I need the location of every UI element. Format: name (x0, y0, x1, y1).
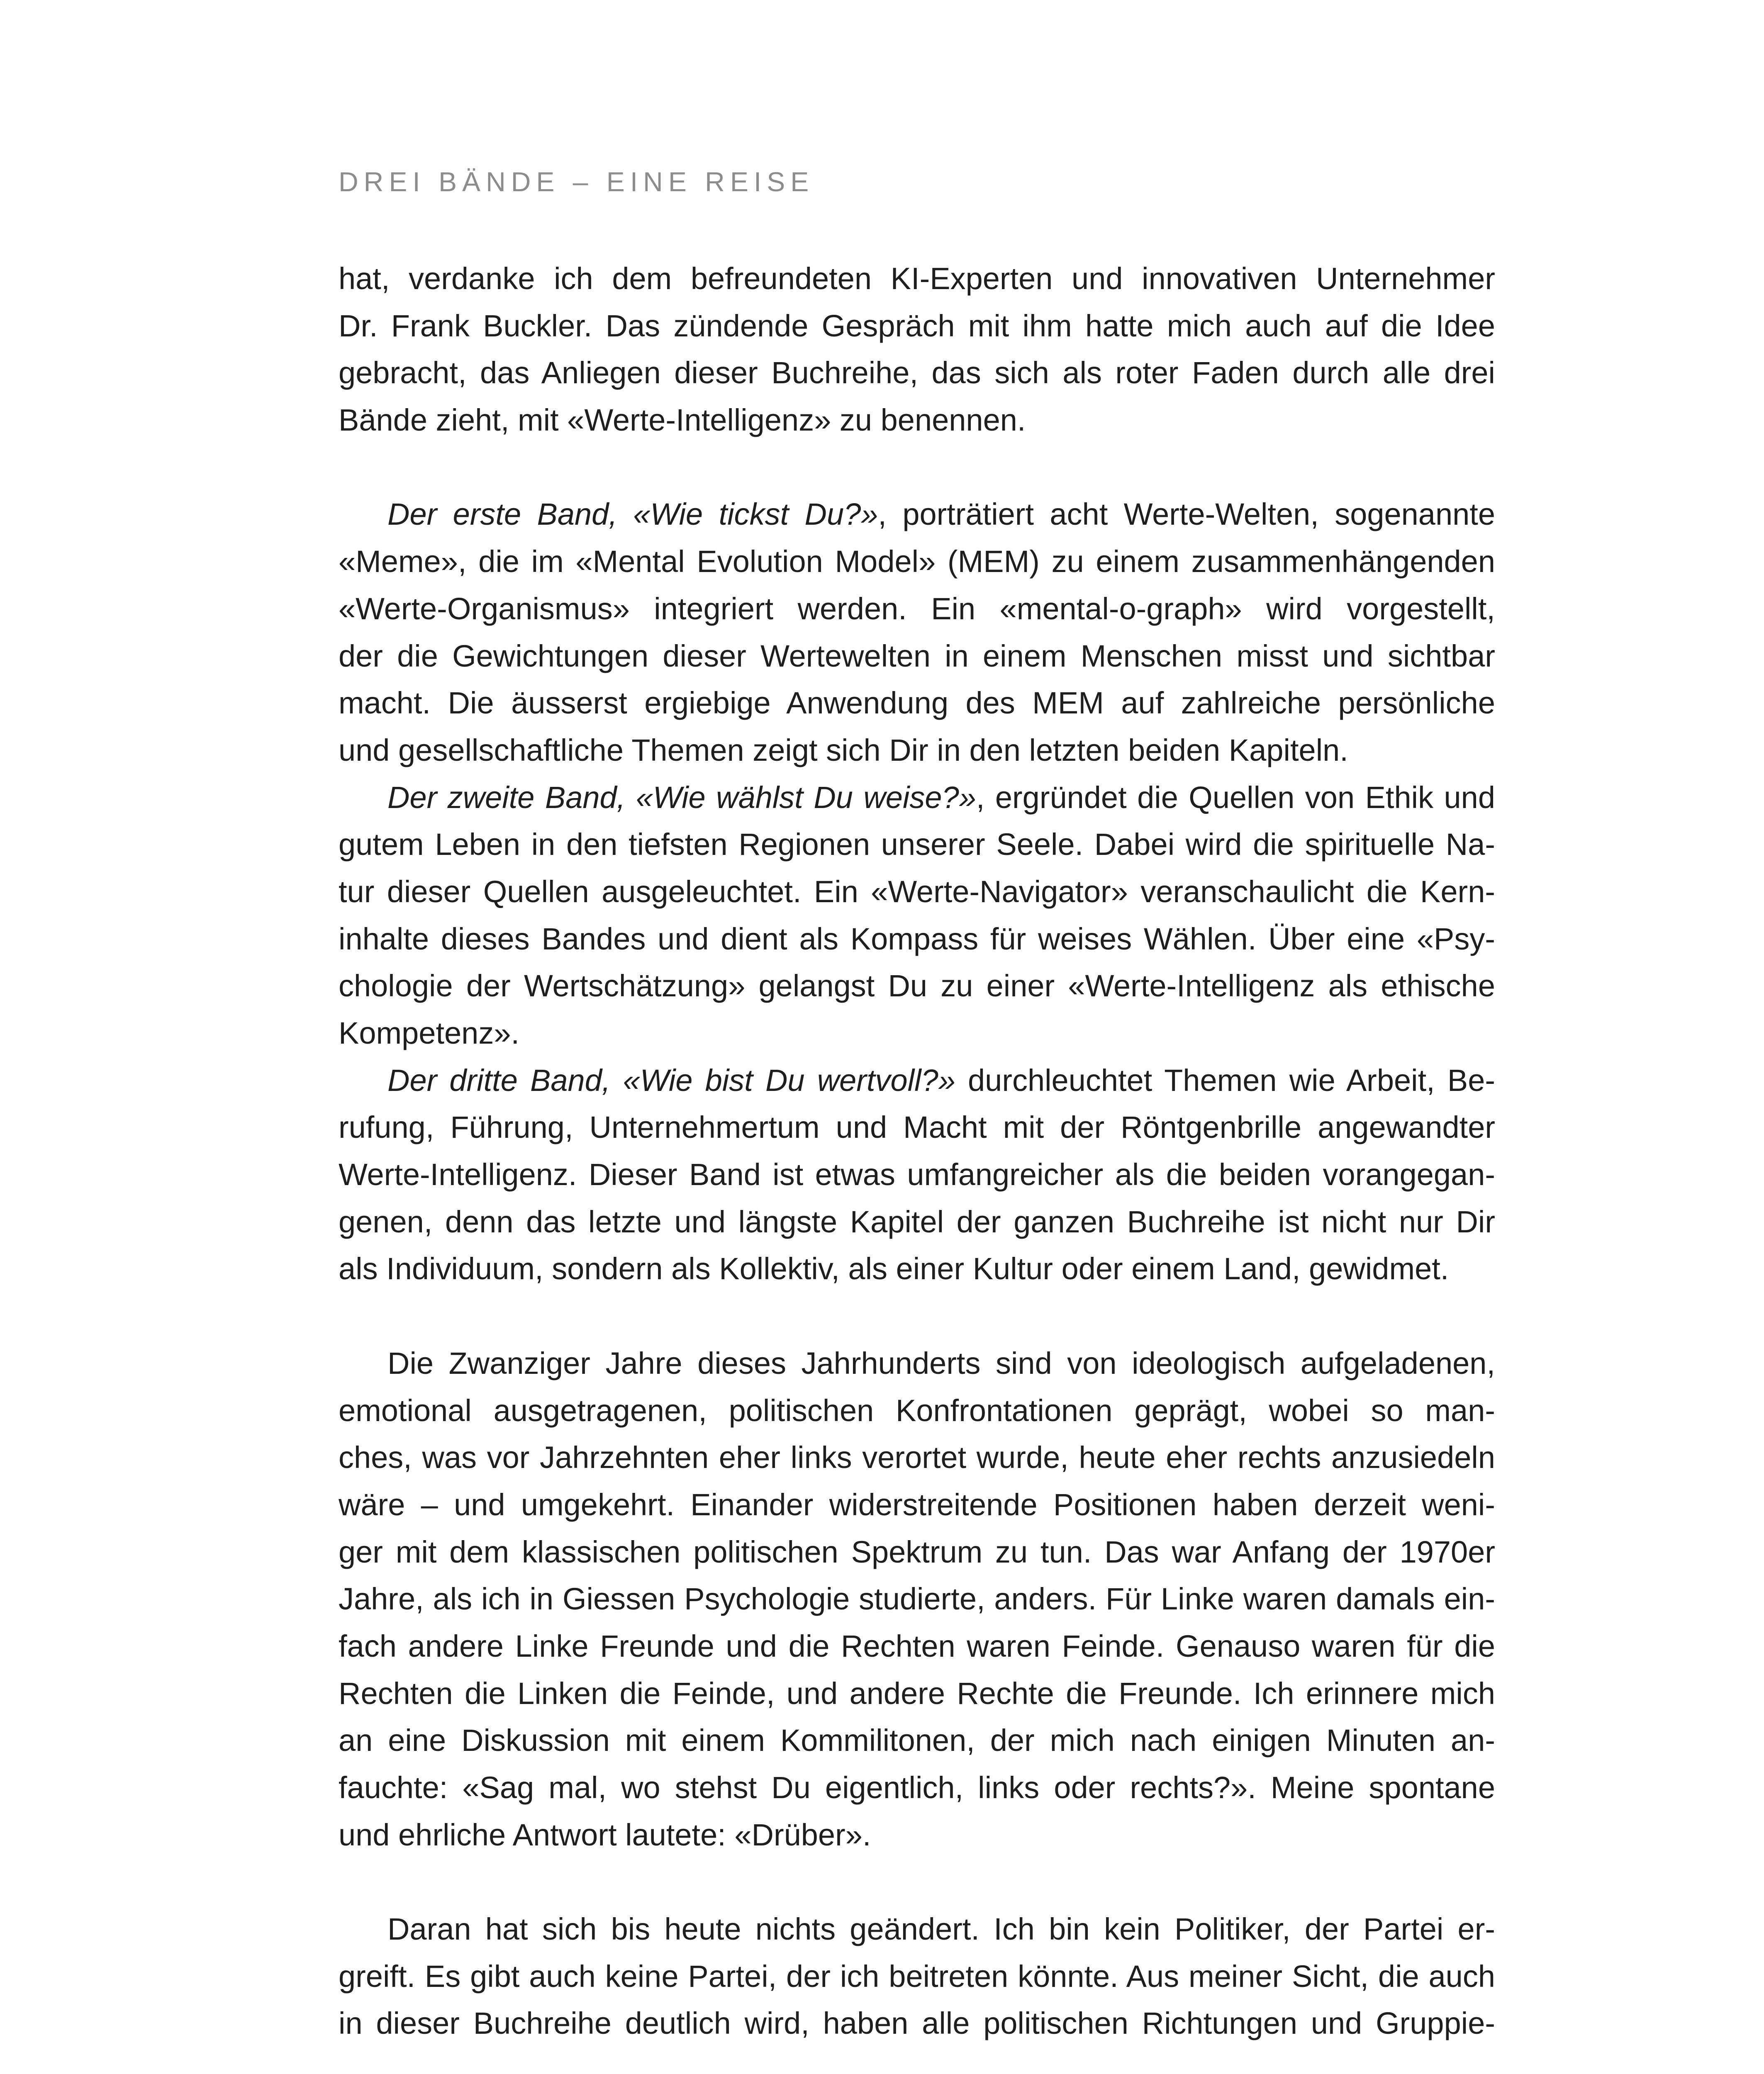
text-line (339, 2000, 1495, 2047)
text-line (339, 349, 1495, 397)
text-line (339, 679, 1495, 727)
text-line (339, 1670, 1495, 1717)
text-line (339, 868, 1495, 915)
text-segment: fach andere Linke Freunde und die Rechten waren Feinde. Genauso waren für die (339, 1629, 1495, 1663)
text-segment: greift. Es gibt auch keine Partei, der ich beitreten könnte. Aus meiner Sicht, die auch (339, 1959, 1495, 1994)
text-segment: «Meme», die im «Mental Evolution Model» (MEM) zu einem zusammenhängenden (339, 544, 1495, 579)
text-line (339, 1434, 1495, 1481)
text-segment: als Individuum, sondern als Kollektiv, als einer Kultur oder einem Land, gewidmet. (339, 1251, 1449, 1286)
text-line (339, 633, 1495, 680)
text-line (339, 1717, 1495, 1764)
text-segment: und ehrliche Antwort lautete: «Drüber». (339, 1817, 871, 1852)
text-segment: Jahre, als ich in Giessen Psychologie studierte, anders. Für Linke waren damals ein- (339, 1582, 1495, 1616)
text-segment: macht. Die äusserst ergiebige Anwendung des MEM auf zahlreiche persönliche (339, 686, 1495, 721)
book-title-italic: Der erste Band, «Wie tickst Du?» (387, 497, 878, 532)
text-segment: an eine Diskussion mit einem Kommilitonen, der mich nach einigen Minuten an- (339, 1723, 1495, 1758)
text-line (339, 915, 1495, 963)
body-text (339, 255, 1495, 2047)
text-segment: Kompetenz». (339, 1016, 520, 1050)
text-segment: der die Gewichtungen dieser Wertewelten in einem Menschen misst und sichtbar (339, 638, 1495, 673)
text-segment: chologie der Wertschätzung» gelangst Du zu einer «Werte-Intelligenz als ethische (339, 969, 1495, 1003)
text-segment: Daran hat sich bis heute nichts geändert. Ich bin kein Politiker, der Partei er- (387, 1912, 1495, 1947)
text-line (339, 1198, 1495, 1246)
text-segment: emotional ausgetragenen, politischen Konfrontationen geprägt, wobei so man- (339, 1393, 1495, 1428)
book-title-italic: Der zweite Band, «Wie wählst Du weise?» (387, 780, 976, 815)
text-segment: Dr. Frank Buckler. Das zündende Gespräch mit ihm hatte mich auch auf die Idee (339, 308, 1495, 343)
text-segment: und gesellschaftliche Themen zeigt sich Dir in den letzten beiden Kapiteln. (339, 733, 1348, 767)
text-segment: , ergründet die Quellen von Ethik und (976, 780, 1495, 815)
text-segment: gutem Leben in den tiefsten Regionen unserer Seele. Dabei wird die spirituelle Na- (339, 827, 1495, 862)
text-segment: in dieser Buchreihe deutlich wird, haben alle politischen Richtungen und Gruppie- (339, 2006, 1495, 2041)
text-segment: ches, was vor Jahrzehnten eher links verortet wurde, heute eher rechts anzusiedeln (339, 1440, 1495, 1475)
text-line (339, 1481, 1495, 1529)
text-line (339, 397, 1495, 444)
text-line (339, 1387, 1495, 1434)
paragraph-gap (339, 444, 1495, 491)
text-line (339, 1010, 1495, 1057)
text-segment: gebracht, das Anliegen dieser Buchreihe, das sich als roter Faden durch alle drei (339, 355, 1495, 390)
text-line (339, 727, 1495, 774)
text-line (339, 1245, 1495, 1293)
text-segment: Die Zwanziger Jahre dieses Jahrhunderts sind von ideologisch aufgeladenen, (387, 1346, 1495, 1380)
text-segment: rufung, Führung, Unternehmertum und Macht mit der Röntgenbrille angewandter (339, 1110, 1495, 1145)
text-segment: ger mit dem klassischen politischen Spektrum zu tun. Das war Anfang der 1970er (339, 1534, 1495, 1569)
text-line (339, 1057, 1495, 1104)
text-line (339, 1340, 1495, 1387)
text-line (339, 962, 1495, 1010)
text-line (339, 255, 1495, 302)
text-segment: «Werte-Organismus» integriert werden. Ein «mental-o-graph» wird vorgestellt, (339, 591, 1495, 626)
text-segment: Rechten die Linken die Feinde, und andere Rechte die Freunde. Ich erinnere mich (339, 1676, 1495, 1711)
text-segment: wäre – und umgekehrt. Einander widerstreitende Positionen haben derzeit weni- (339, 1487, 1495, 1522)
text-segment: , porträtiert acht Werte-Welten, sogenannte (878, 497, 1495, 532)
text-line (339, 538, 1495, 585)
text-line (339, 491, 1495, 538)
book-title-italic: Der dritte Band, «Wie bist Du wertvoll?» (387, 1063, 955, 1098)
text-segment: tur dieser Quellen ausgeleuchtet. Ein «Werte-Navigator» veranschaulicht die Kern- (339, 874, 1495, 909)
text-line (339, 821, 1495, 868)
text-line (339, 1529, 1495, 1576)
text-line (339, 1623, 1495, 1670)
text-line (339, 302, 1495, 350)
text-line (339, 1151, 1495, 1198)
text-segment: Bände zieht, mit «Werte-Intelligenz» zu benennen. (339, 403, 1026, 438)
paragraph-gap (339, 1293, 1495, 1340)
text-line (339, 1104, 1495, 1151)
text-line (339, 585, 1495, 633)
text-line (339, 1575, 1495, 1623)
text-segment: Werte-Intelligenz. Dieser Band ist etwas umfangreicher als die beiden vorangegan- (339, 1157, 1495, 1192)
text-line (339, 1764, 1495, 1811)
text-segment: genen, denn das letzte und längste Kapitel der ganzen Buchreihe ist nicht nur Dir (339, 1204, 1495, 1239)
paragraph-gap (339, 1858, 1495, 1906)
text-line (339, 1906, 1495, 1953)
text-segment: fauchte: «Sag mal, wo stehst Du eigentlich, links oder rechts?». Meine spontane (339, 1770, 1495, 1805)
text-line (339, 1953, 1495, 2000)
text-line (339, 774, 1495, 821)
text-segment: hat, verdanke ich dem befreundeten KI-Experten und innovativen Unternehmer (339, 261, 1495, 296)
text-line (339, 1811, 1495, 1859)
running-head: DREI BÄNDE – EINE REISE (339, 166, 814, 197)
text-segment: durchleuchtet Themen wie Arbeit, Be- (955, 1063, 1495, 1098)
text-segment: inhalte dieses Bandes und dient als Kompass für weises Wählen. Über eine «Psy- (339, 921, 1495, 956)
